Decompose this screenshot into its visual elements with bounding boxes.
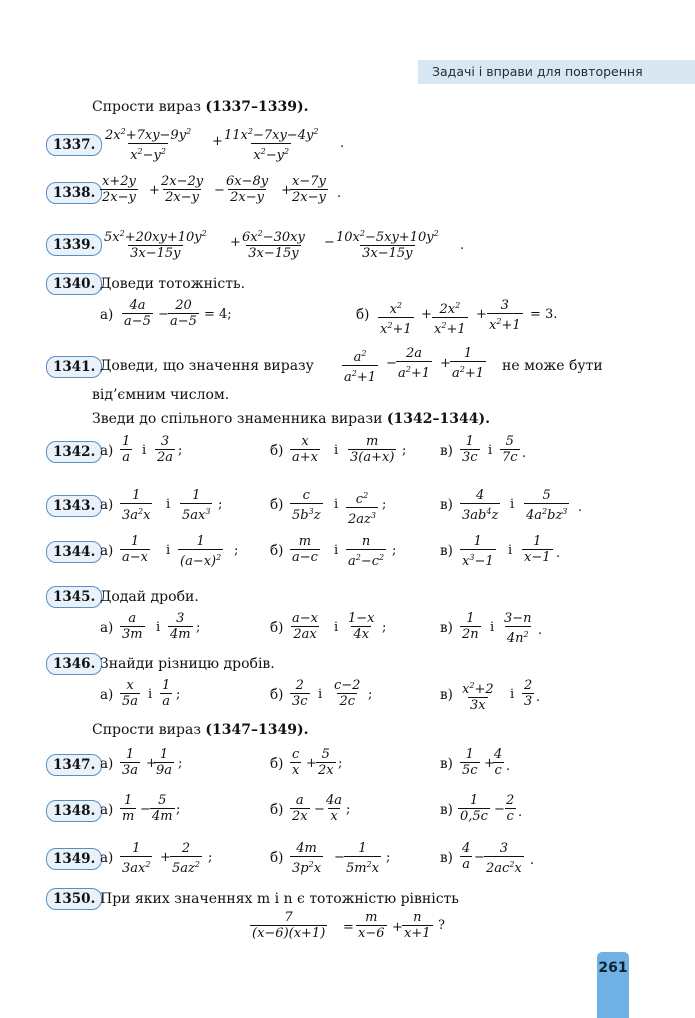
fraction: 3 $2ac^2x$ [486,841,522,876]
exercise-number: 1346. [46,653,102,675]
fraction: 4 a [462,841,471,872]
exercise-number: 1345. [46,586,102,608]
exercise-number: 1348. [46,800,102,822]
exercise-number: 1337. [46,134,102,156]
operator: − [474,850,485,865]
operator: − [494,802,505,817]
operator: . [536,690,541,705]
fraction: 5 $4a^2bz^3$ [526,488,568,523]
fraction: 1 3a [122,747,139,778]
operator: ; [368,687,373,702]
operator: . [460,238,465,253]
fraction: 1 $3a^2x$ [122,488,151,523]
operator: і [334,620,339,635]
operator: + [476,307,487,322]
operator: і [148,687,153,702]
operator: − [140,802,151,817]
fraction: a 3m [122,611,143,642]
text: Додай дроби. [100,589,199,605]
operator: = [343,920,354,935]
fraction: 3 2a [157,434,174,465]
fraction: c $5b^3z$ [292,488,321,523]
item-label: а) [100,802,114,818]
fraction: x a+x [292,434,318,465]
operator: ; [234,543,239,558]
operator: = 3. [530,307,558,322]
operator: ; [178,443,183,458]
operator: . [578,500,583,515]
fraction: 2 $5az^2$ [172,841,200,876]
fraction: 7 (x−6)(x+1) [252,910,326,941]
item-label: а) [100,543,114,559]
item-label: в) [440,620,453,636]
instruction: Спрости вираз (1347–1349). [92,722,309,738]
fraction: m 3(a+x) [350,434,395,465]
item-label: б) [270,497,284,513]
item-label: а) [100,687,114,703]
operator: . [340,136,345,151]
operator: . [518,805,523,820]
item-label: в) [440,687,453,703]
fraction: 5 7c [502,434,518,465]
operator: + [421,307,432,322]
operator: ; [392,543,397,558]
operator: − [324,235,335,250]
operator: і [166,543,171,558]
operator: = 4; [204,307,232,322]
text: При яких значеннях m і n є тотожністю рівність [100,891,459,907]
fraction: 5 2x [318,747,334,778]
exercise-number: 1347. [46,754,102,776]
item-label: а) [100,850,114,866]
instruction: Зведи до спільного знаменника вирази (1342–1344). [92,411,490,427]
operator: ; [176,802,181,817]
item-label: в) [440,497,453,513]
operator: ; [196,620,201,635]
fraction: 1 $x^3-1$ [462,534,494,569]
item-label: в) [440,802,453,818]
item-label: а) [100,443,114,459]
fraction: 4 $3ab^4z$ [462,488,499,523]
section-header: Задачі і вправи для повторення [418,60,695,84]
fraction: 1 0,5c [460,793,488,824]
operator: . [337,186,342,201]
fraction: 3−n $4n^2$ [504,611,532,646]
item-label: б) [270,687,284,703]
fraction: 20 a−5 [170,298,197,329]
operator: ; [218,497,223,512]
exercise-number: 1338. [46,182,102,204]
fraction: n x+1 [404,910,431,941]
fraction: x 5a [122,678,139,709]
fraction: 2 3c [292,678,308,709]
item-label: б) [270,756,284,772]
operator: і [334,443,339,458]
operator: ; [386,850,391,865]
fraction: x−7y 2x−y [292,174,326,205]
fraction: 2x−2y 2x−y [161,174,204,205]
operator: ; [382,620,387,635]
operator: і [510,497,515,512]
operator: + [281,183,292,198]
operator: + [230,235,241,250]
fraction: 1 $3ax^2$ [122,841,151,876]
operator: ? [438,918,445,933]
operator: і [166,497,171,512]
exercise-number: 1344. [46,541,102,563]
operator: . [530,853,535,868]
operator: + [306,756,317,771]
item-label: в) [440,756,453,772]
fraction: 1 a−x [122,534,148,565]
fraction: 1−x 4x [348,611,375,642]
operator: − [158,307,169,322]
fraction: a 2x [292,793,308,824]
exercise-text: Доведи тотожність. [100,276,246,292]
item-label: а) [100,307,114,323]
fraction: c x [292,747,300,778]
operator: і [334,543,339,558]
fraction: 4m $3p^2x$ [292,841,322,876]
operator: − [214,183,225,198]
fraction: 1 x−1 [524,534,551,565]
operator: ; [382,497,387,512]
operator: + [392,920,403,935]
fraction: $5x^2+20xy+10y^2$ 3x−15y [104,229,207,261]
operator: + [160,850,171,865]
fraction: $c^2$ $2az^3$ [348,491,376,527]
operator: + [484,756,495,771]
fraction: $2x^2+7xy-9y^2$ $x^2-y^2$ [105,127,192,163]
item-label: б) [270,802,284,818]
operator: − [386,356,397,371]
item-label: б) [270,850,284,866]
operator: і [490,620,495,635]
fraction: 1 5c [462,747,478,778]
operator: + [146,756,157,771]
fraction: $2x^2$ $x^2+1$ [434,301,466,337]
operator: . [522,446,527,461]
fraction: $x^2$ $x^2+1$ [380,301,412,337]
fraction: x+2y 2x−y [102,174,136,205]
operator: . [506,759,511,774]
item-label: б) [270,543,284,559]
exercise-number: 1341. [46,356,102,378]
operator: ; [208,850,213,865]
item-label: б) [270,620,284,636]
exercise-number: 1349. [46,848,102,870]
fraction: 1 a [162,678,171,709]
fraction: $10x^2-5xy+10y^2$ 3x−15y [336,229,439,261]
operator: ; [178,756,183,771]
operator: і [488,443,493,458]
item-label: а) [100,620,114,636]
item-label: а) [100,756,114,772]
item-label: б) [356,307,370,323]
fraction: 1 a [122,434,131,465]
operator: . [556,546,561,561]
fraction: 4a a−5 [124,298,151,329]
fraction: 5 4m [152,793,173,824]
fraction: 1 2n [462,611,479,642]
fraction: $a^2$ $a^2+1$ [344,349,377,385]
fraction: m x−6 [358,910,385,941]
fraction: 1 9a [156,747,173,778]
fraction: 1 $(a-x)^2$ [180,534,222,569]
operator: і [142,443,147,458]
fraction: 2 3 [524,678,533,709]
exercise-number: 1343. [46,495,102,517]
operator: . [538,623,543,638]
fraction: 4 c [494,747,503,778]
operator: + [440,356,451,371]
exercise-number: 1342. [46,441,102,463]
operator: і [334,497,339,512]
fraction: 1 $5ax^3$ [182,488,211,523]
fraction: 2a $a^2+1$ [398,346,431,381]
item-label: а) [100,497,114,513]
text: Доведи, що значення виразу [100,358,314,374]
fraction: $11x^2-7xy-4y^2$ $x^2-y^2$ [224,127,319,163]
operator: ; [176,687,181,702]
operator: + [149,183,160,198]
fraction: 3 $x^2+1$ [489,298,521,333]
operator: ; [338,756,343,771]
fraction: 1 m [122,793,135,824]
operator: ; [402,443,407,458]
page-number: 261 [597,952,629,1018]
fraction: 6x−8y 2x−y [226,174,269,205]
operator: і [318,687,323,702]
fraction: $6x^2-30xy$ 3x−15y [242,229,305,261]
exercise-number: 1350. [46,888,102,910]
fraction: 1 $a^2+1$ [452,346,485,381]
fraction: 1 3c [462,434,478,465]
operator: − [334,850,345,865]
fraction: 1 $5m^2x$ [346,841,380,876]
fraction: m a−c [292,534,318,565]
item-label: в) [440,850,453,866]
operator: і [156,620,161,635]
fraction: n $a^2-c^2$ [348,534,385,569]
text: від’ємним числом. [92,387,230,403]
item-label: б) [270,443,284,459]
text: не може бути [502,358,603,374]
fraction: 4a x [326,793,343,824]
item-label: в) [440,543,453,559]
exercise-number: 1339. [46,234,102,256]
instruction: Спрости вираз (1337–1339). [92,99,309,115]
text: Знайди різницю дробів. [100,656,275,672]
item-label: в) [440,443,453,459]
operator: і [510,687,515,702]
fraction: 2 c [506,793,515,824]
fraction: $x^2+2$ 3x [462,681,494,713]
fraction: 3 4m [170,611,191,642]
fraction: a−x 2ax [292,611,318,642]
operator: + [212,134,223,149]
exercise-number: 1340. [46,273,102,295]
fraction: c−2 2c [334,678,361,709]
operator: і [508,543,513,558]
operator: ; [346,802,351,817]
operator: − [314,802,325,817]
